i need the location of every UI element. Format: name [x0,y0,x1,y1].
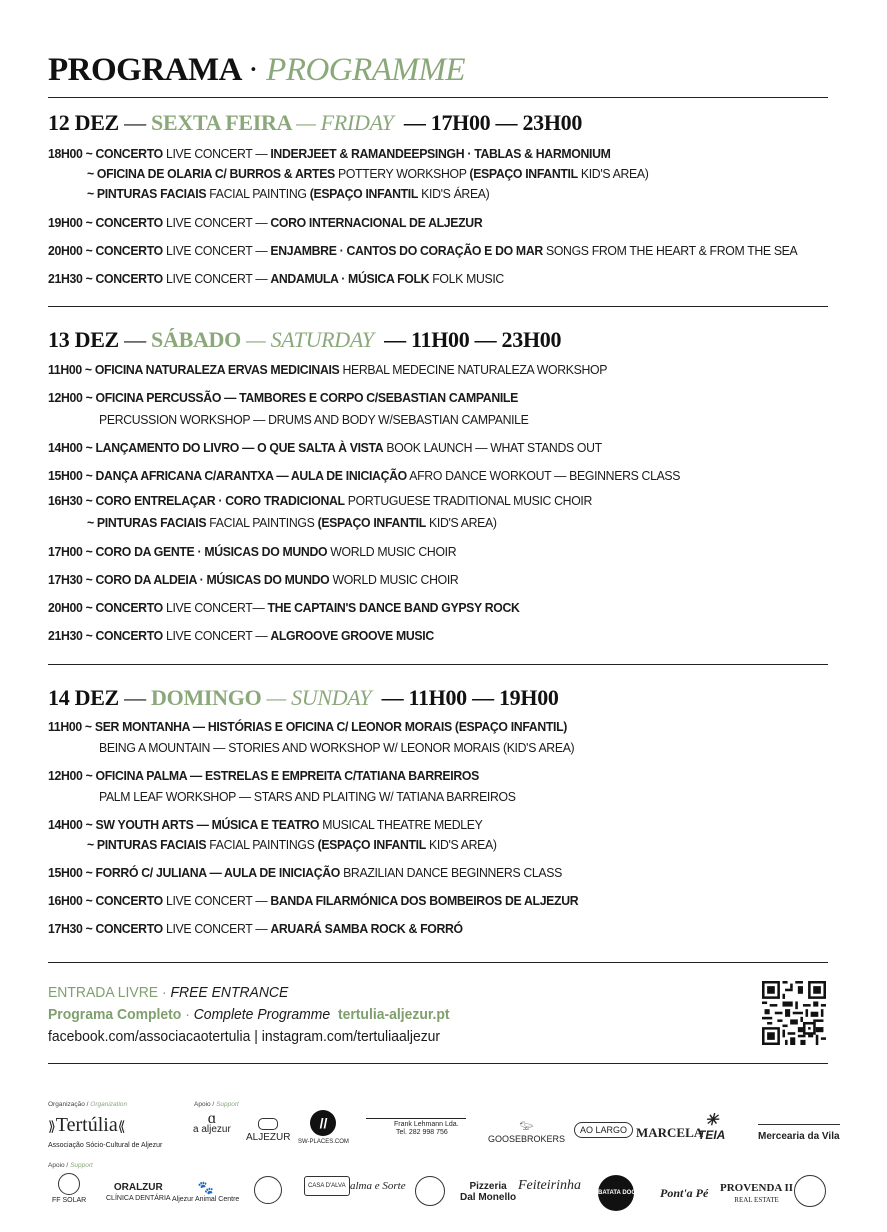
schedule-row: ~ OFICINA DE OLARIA C/ BURROS & ARTES POTTERY WORKSHOP (ESPAÇO INFANTIL KID'S AREA) [87,166,649,181]
marcela-logo: MARCELA [636,1125,704,1140]
schedule-row: 21H30 ~ CONCERTO LIVE CONCERT — ANDAMULA · MÚSICA FOLK FOLK MUSIC [48,271,504,286]
page-title [48,52,465,89]
schedule-row: PERCUSSION WORKSHOP — DRUMS AND BODY W/SEBASTIAN CAMPANILE [99,412,529,427]
schedule-row: 17H30 ~ CONCERTO LIVE CONCERT — ARUARÁ SAMBA ROCK & FORRÓ [48,921,463,936]
feiteirinha-logo: Feiteirinha [518,1178,581,1193]
teia-logo: ✳ TEIA [698,1112,726,1142]
tertulia-subtitle: Associação Sócio-Cultural de Aljezur [48,1142,163,1149]
website-link[interactable]: tertulia-aljezur.pt [337,1006,450,1023]
oralzur-logo: ORALZUR CLÍNICA DENTÁRIA [106,1182,171,1202]
divider [48,664,828,665]
schedule-row: 12H00 ~ OFICINA PERCUSSÃO — TAMBORES E CORPO C/SEBASTIAN CAMPANILE [48,390,518,405]
sw-places-logo: // SW-PLACES.COM [298,1110,349,1145]
pont-a-pe-logo: Pont'a Pé [660,1186,709,1200]
support-label-2: Apoio / Support [48,1162,93,1169]
goosebrokers-logo: 𓅰 GOOSEBROKERS [488,1119,566,1144]
tertulia-logo: ⟫Tertúlia⟪ [48,1114,126,1136]
circular-stamp-logo [794,1175,826,1207]
schedule-row: 15H00 ~ DANÇA AFRICANA C/ARANTXA — AULA DE INICIAÇÃO AFRO DANCE WORKOUT — BEGINNERS CLASS [48,468,681,483]
schedule-row: 17H00 ~ CORO DA GENTE · MÚSICAS DO MUNDO WORLD MUSIC CHOIR [48,544,457,559]
entrance-line: ENTRADA LIVRE · FREE ENTRANCE [48,984,289,1001]
schedule-row: BEING A MOUNTAIN — STORIES AND WORKSHOP W/ LEONOR MORAIS (KID'S AREA) [99,740,575,755]
title-en: PROGRAMME [266,52,466,88]
divider [48,97,828,98]
day-heading-1: 12 DEZ — SEXTA FEIRA — FRIDAY — 17H00 — 23H00 [48,110,583,135]
circular-emblem-logo [254,1176,282,1204]
schedule-row: ~ PINTURAS FACIAIS FACIAL PAINTINGS (ESPAÇO INFANTIL KID'S AREA) [87,515,497,530]
provenda-logo: PROVENDA II REAL ESTATE [720,1182,794,1204]
schedule-row: 11H00 ~ OFICINA NATURALEZA ERVAS MEDICINAIS HERBAL MEDECINE NATURALEZA WORKSHOP [48,362,608,377]
schedule-row: PALM LEAF WORKSHOP — STARS AND PLAITING W/ TATIANA BARREIROS [99,789,516,804]
schedule-row: 16H00 ~ CONCERTO LIVE CONCERT — BANDA FILARMÓNICA DOS BOMBEIROS DE ALJEZUR [48,893,579,908]
aljezur-logo: ALJEZUR [246,1118,290,1143]
schedule-row: ~ PINTURAS FACIAIS FACIAL PAINTING (ESPAÇO INFANTIL KID'S ÁREA) [87,186,490,201]
title-pt: PROGRAMA [48,52,241,88]
pizzeria-dal-monello-logo: Pizzeria Dal Monello [460,1181,517,1203]
schedule-row: 19H00 ~ CONCERTO LIVE CONCERT — CORO INTERNACIONAL DE ALJEZUR [48,215,483,230]
mercearia-da-vila-logo: Mercearia da Vila [758,1124,840,1142]
divider [48,1063,828,1064]
aljezur-animal-centre-logo: 🐾 Aljezur Animal Centre [172,1180,240,1203]
batata-doce-logo: BATATA DOCE [598,1175,634,1211]
casa-dalva-logo: CASA D'ALVA [304,1176,350,1196]
frank-lehmann-logo: Frank Lehmann Lda. Tel. 282 998 756 [366,1118,466,1137]
divider [48,962,828,963]
organization-label: Organização / Organization [48,1101,128,1108]
schedule-row: 12H00 ~ OFICINA PALMA — ESTRELAS E EMPREITA C/TATIANA BARREIROS [48,768,479,783]
schedule-row: ~ PINTURAS FACIAIS FACIAL PAINTINGS (ESPAÇO INFANTIL KID'S AREA) [87,837,497,852]
schedule-row: 20H00 ~ CONCERTO LIVE CONCERT— THE CAPTAIN'S DANCE BAND GYPSY ROCK [48,600,520,615]
day-heading-3: 14 DEZ — DOMINGO — SUNDAY — 11H00 — 19H00 [48,685,559,710]
schedule-row: 14H00 ~ LANÇAMENTO DO LIVRO — O QUE SALTA À VISTA BOOK LAUNCH — WHAT STANDS OUT [48,440,602,455]
schedule-row: 16H30 ~ CORO ENTRELAÇAR · CORO TRADICIONAL PORTUGUESE TRADITIONAL MUSIC CHOIR [48,493,593,508]
schedule-row: 21H30 ~ CONCERTO LIVE CONCERT — ALGROOVE GROOVE MUSIC [48,628,434,643]
day-heading-2: 13 DEZ — SÁBADO — SATURDAY — 11H00 — 23H00 [48,327,562,352]
alma-e-sorte-logo: alma e Sorte [350,1180,406,1192]
title-separator: · [247,52,259,88]
schedule-row: 11H00 ~ SER MONTANHA — HISTÓRIAS E OFICINA C/ LEONOR MORAIS (ESPAÇO INFANTIL) [48,719,568,734]
qr-code[interactable] [762,981,826,1045]
schedule-row: 17H30 ~ CORO DA ALDEIA · MÚSICAS DO MUNDO WORLD MUSIC CHOIR [48,572,459,587]
schedule-row: 18H00 ~ CONCERTO LIVE CONCERT — INDERJEET & RAMANDEEPSINGH · TABLAS & HARMONIUM [48,146,611,161]
programme-link-line: Programa Completo · Complete Programme tertulia-aljezur.pt [48,1006,450,1023]
social-links[interactable]: facebook.com/associacaotertulia | instagram.com/tertuliaaljezur [48,1028,441,1045]
ff-solar-logo: FF SOLAR [52,1173,86,1204]
aljezur-municipality-logo: ɑ a aljezur [193,1110,231,1135]
divider [48,306,828,307]
ao-largo-logo: AO LARGO [574,1122,633,1138]
schedule-row: 14H00 ~ SW YOUTH ARTS — MÚSICA E TEATRO MUSICAL THEATRE MEDLEY [48,817,483,832]
round-badge-logo [415,1176,445,1206]
support-label: Apoio / Support [194,1101,239,1108]
schedule-row: 20H00 ~ CONCERTO LIVE CONCERT — ENJAMBRE · CANTOS DO CORAÇÃO E DO MAR SONGS FROM THE HEART & FROM THE SEA [48,243,798,258]
schedule-row: 15H00 ~ FORRÓ C/ JULIANA — AULA DE INICIAÇÃO BRAZILIAN DANCE BEGINNERS CLASS [48,865,562,880]
